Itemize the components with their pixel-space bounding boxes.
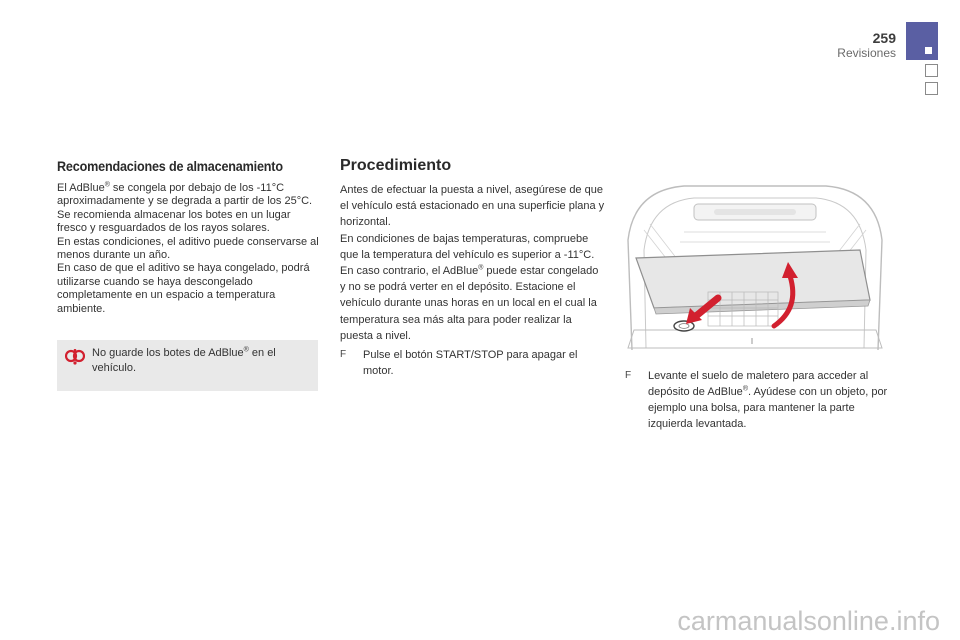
section-tab-active <box>906 22 938 60</box>
procedure-paragraph: En condiciones de bajas temperaturas, compruebe que la temperatura del vehículo es superior a -11°C. En caso contrario, el AdBlue® puede estar congelado y no se podrá verter en el depósito. Estacione el vehículo durante unas horas en un local en el cual la temperatura sea más alta para poder realizar la puesta a nivel. <box>340 232 599 342</box>
section-title: Revisiones <box>837 46 896 60</box>
step-item <box>625 368 890 436</box>
storage-paragraph: En estas condiciones, el aditivo puede conservarse al menos durante un año. <box>57 235 319 262</box>
step-text: Levante el suelo de maletero para acceder al depósito de AdBlue®. Ayúdese con un objeto, por ejemplo una bolsa, para mantener la parte izquierda levantada. <box>648 370 888 430</box>
procedure-heading: Procedimiento <box>340 157 452 174</box>
warning-box <box>57 340 318 391</box>
storage-paragraph: El AdBlue® se congela por debajo de los -11°C aproximadamente y se degrada a partir de los 25°C. Se recomienda almacenar los botes en un lugar fresco y resguardados de los rayos solares. <box>57 181 313 235</box>
procedure-paragraph: Antes de efectuar la puesta a nivel, asegúrese de que el vehículo está estacionado en una superficie plana y horizontal. <box>340 184 605 229</box>
boot-floor-illustration <box>624 180 886 352</box>
step-bullet-icon: F <box>625 370 632 381</box>
page-number: 259 <box>872 30 896 46</box>
step-text: Pulse el botón START/STOP para apagar el motor. <box>363 349 578 377</box>
step-bullet-icon: F <box>340 349 347 360</box>
storage-heading: Recomendaciones de almacenamiento <box>57 158 283 174</box>
procedure-text <box>340 182 605 344</box>
warning-text: No guarde los botes de AdBlue® en el vehículo. <box>92 346 276 374</box>
step-item <box>340 347 605 381</box>
storage-paragraph: En caso de que el aditivo se haya congelado, podrá utilizarse cuando se haya descongelado completamente en un espacio a temperatura ambiente. <box>57 262 310 315</box>
storage-text <box>57 182 319 316</box>
warning-icon <box>65 347 85 367</box>
tab-square-icon <box>925 47 932 54</box>
watermark-text: carmanualsonline.info <box>677 606 940 636</box>
section-tab-empty <box>925 64 938 77</box>
section-tab-empty <box>925 82 938 95</box>
